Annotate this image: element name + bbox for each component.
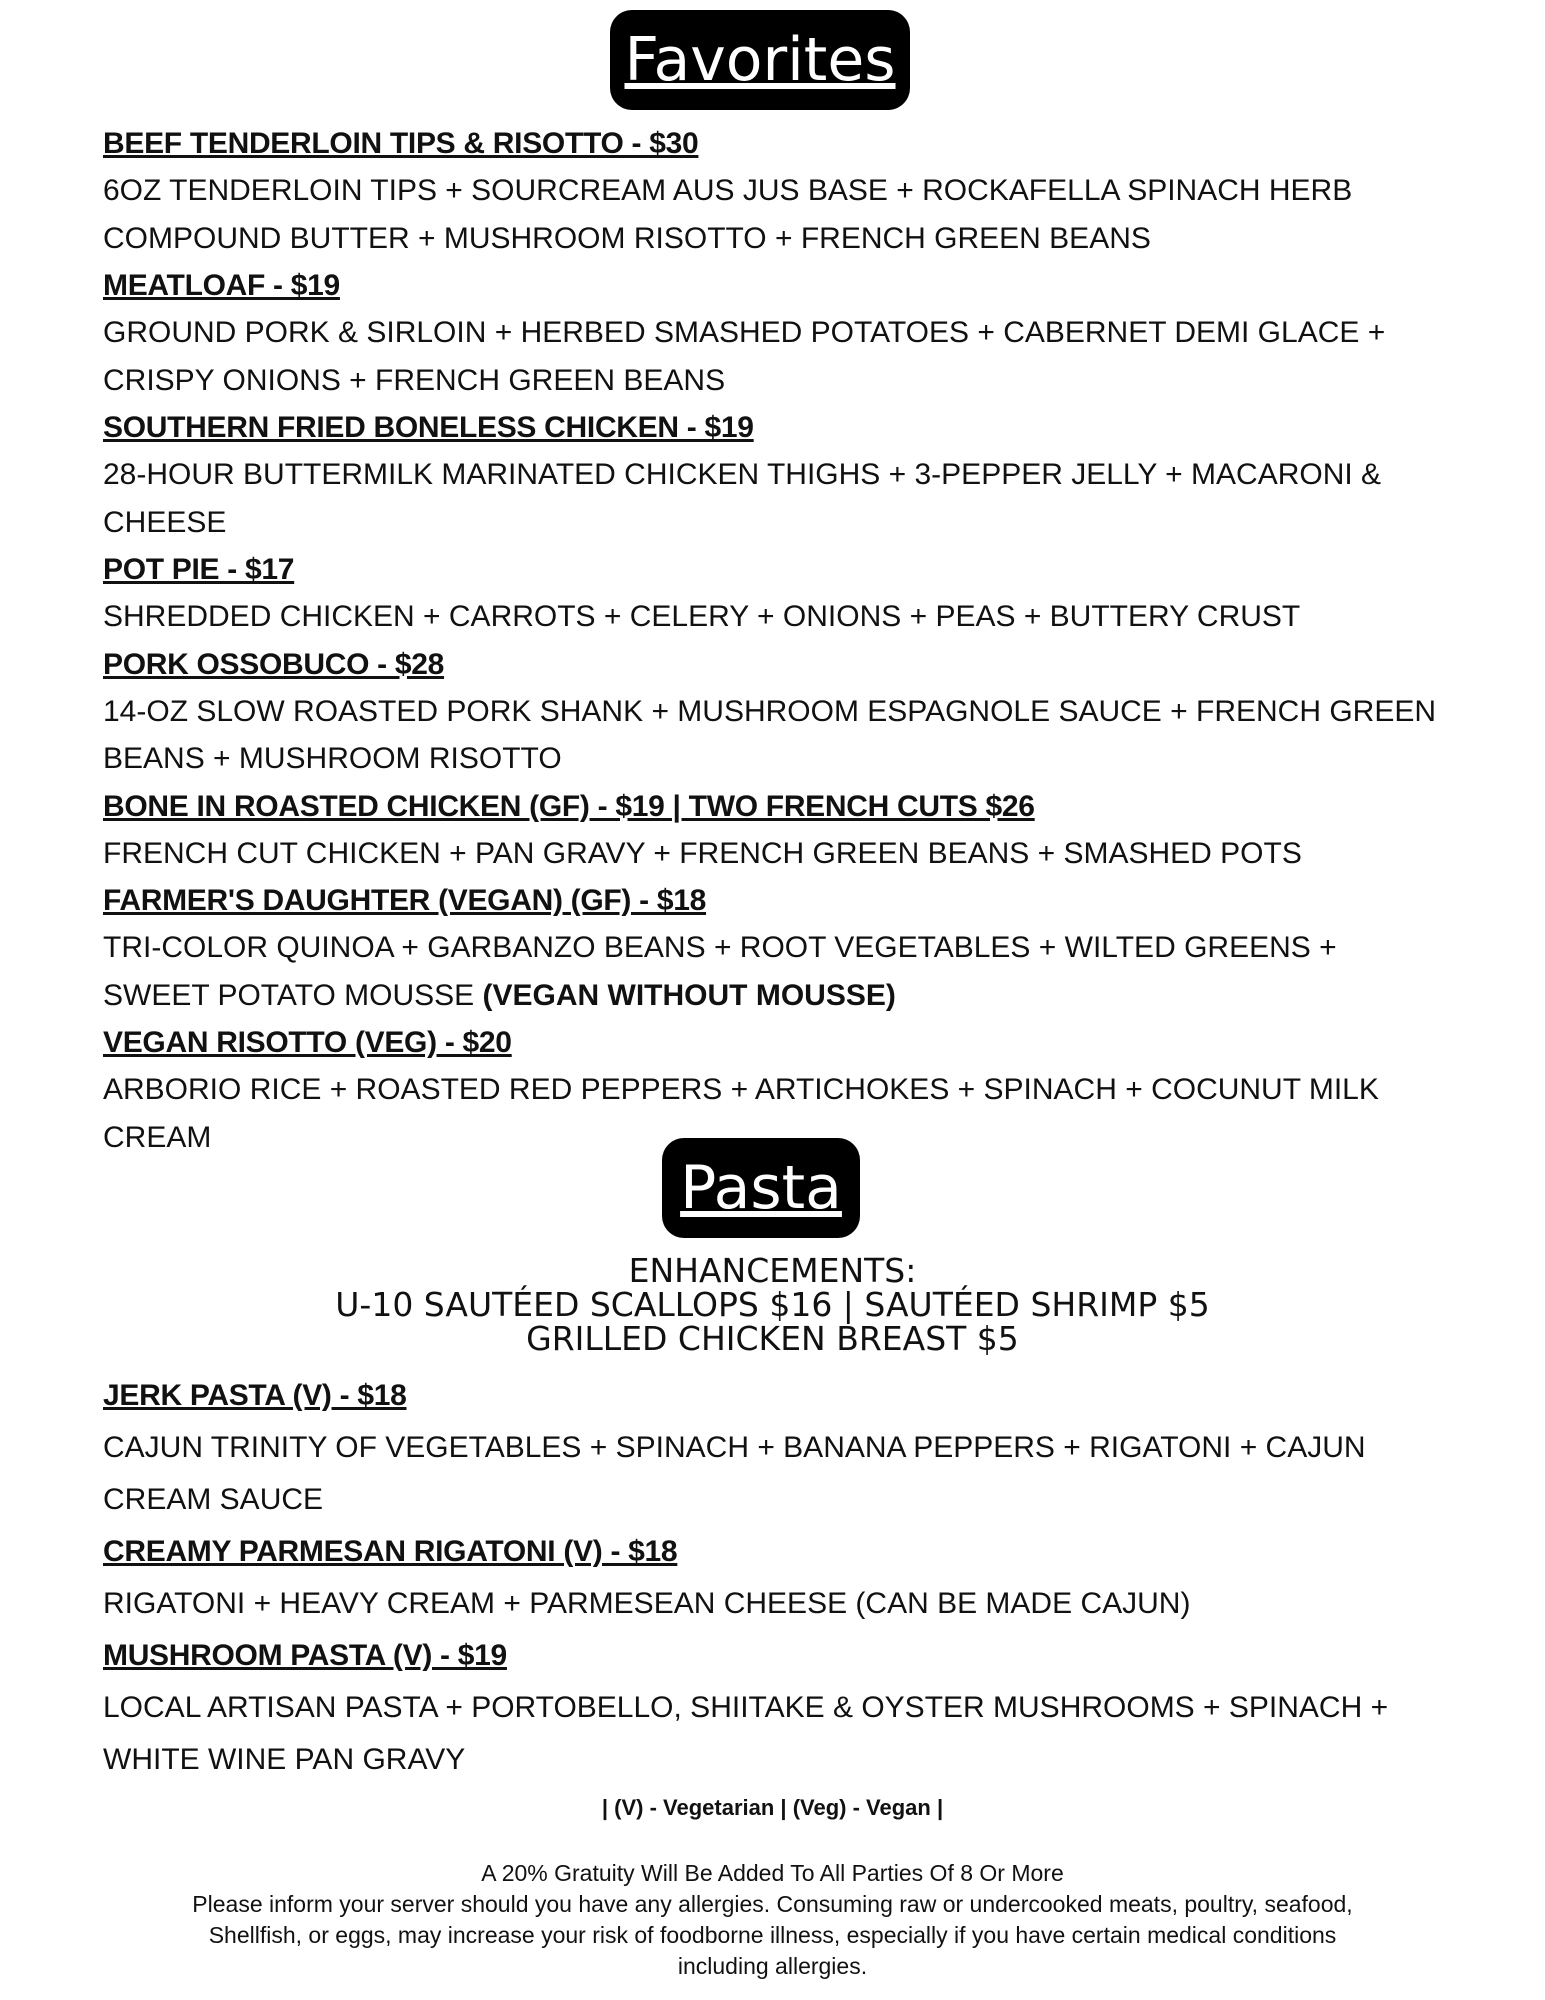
pasta-section [103, 1370, 1443, 1786]
item-title: MUSHROOM PASTA (V) - $19 [103, 1639, 507, 1672]
item-description: ARBORIO RICE + ROASTED RED PEPPERS + ARTICHOKES + SPINACH + COCUNUT MILK CREAM [103, 1073, 1379, 1154]
favorites-section [103, 120, 1443, 1161]
menu-item [103, 546, 1443, 641]
enhancements [0, 1251, 1545, 1358]
menu-item [103, 783, 1443, 878]
menu-item [103, 1630, 1443, 1786]
item-note: (VEGAN WITHOUT MOUSSE) [482, 978, 896, 1012]
item-description: 28-HOUR BUTTERMILK MARINATED CHICKEN THIGHS + 3-PEPPER JELLY + MACARONI & CHEESE [103, 458, 1382, 539]
item-description: SHREDDED CHICKEN + CARROTS + CELERY + ONIONS + PEAS + BUTTERY CRUST [103, 600, 1301, 633]
item-title: JERK PASTA (V) - $18 [103, 1379, 407, 1412]
allergy-notice: Please inform your server should you have any allergies. Consuming raw or undercooked meats, poultry, seafood, Shellfish, or eggs, may increase your risk of foodborne illness, especially if you have certain medical conditions including allergies. [192, 1891, 1353, 1979]
item-description: GROUND PORK & SIRLOIN + HERBED SMASHED POTATOES + CABERNET DEMI GLACE + CRISPY ONIONS + FRENCH GREEN BEANS [103, 316, 1386, 397]
item-title: BONE IN ROASTED CHICKEN (GF) - $19 | TWO FRENCH CUTS $26 [103, 789, 1035, 823]
item-title: POT PIE - $17 [103, 553, 295, 586]
item-title: FARMER'S DAUGHTER (VEGAN) (GF) - $18 [103, 884, 707, 917]
item-title: MEATLOAF - $19 [103, 269, 340, 302]
pasta-heading: Pasta [662, 1138, 860, 1238]
enhancements-line: U-10 SAUTÉED SCALLOPS $16 | SAUTÉED SHRIMP $5 [335, 1285, 1210, 1324]
menu-item [103, 877, 1443, 1019]
item-description: RIGATONI + HEAVY CREAM + PARMESEAN CHEESE (CAN BE MADE CAJUN) [103, 1587, 1191, 1620]
menu-item [103, 120, 1443, 262]
menu-item [103, 1370, 1443, 1526]
item-description: CAJUN TRINITY OF VEGETABLES + SPINACH + BANANA PEPPERS + RIGATONI + CAJUN CREAM SAUCE [103, 1431, 1366, 1516]
dietary-legend: | (V) - Vegetarian | (Veg) - Vegan | [601, 1795, 944, 1820]
item-title: SOUTHERN FRIED BONELESS CHICKEN - $19 [103, 411, 754, 444]
menu-item [103, 641, 1443, 783]
item-description: 6OZ TENDERLOIN TIPS + SOURCREAM AUS JUS BASE + ROCKAFELLA SPINACH HERB COMPOUND BUTTER + MUSHROOM RISOTTO + FRENCH GREEN BEANS [103, 174, 1353, 255]
item-description: FRENCH CUT CHICKEN + PAN GRAVY + FRENCH GREEN BEANS + SMASHED POTS [103, 836, 1302, 870]
item-title: CREAMY PARMESAN RIGATONI (V) - $18 [103, 1535, 678, 1568]
item-description: 14-OZ SLOW ROASTED PORK SHANK + MUSHROOM ESPAGNOLE SAUCE + FRENCH GREEN BEANS + MUSHROOM RISOTTO [103, 694, 1437, 775]
menu-item [103, 1526, 1443, 1630]
item-description [103, 924, 1443, 1019]
favorites-heading: Favorites [610, 10, 910, 110]
enhancements-line: GRILLED CHICKEN BREAST $5 [526, 1319, 1019, 1358]
enhancements-label: ENHANCEMENTS: [628, 1251, 917, 1290]
item-description: LOCAL ARTISAN PASTA + PORTOBELLO, SHIITAKE & OYSTER MUSHROOMS + SPINACH + WHITE WINE PAN GRAVY [103, 1691, 1389, 1776]
item-title: PORK OSSOBUCO - $28 [103, 647, 445, 681]
item-title: BEEF TENDERLOIN TIPS & RISOTTO - $30 [103, 127, 699, 160]
item-description-text: TRI-COLOR QUINOA + GARBANZO BEANS + ROOT VEGETABLES + WILTED GREENS + SWEET POTATO MOUSSE [103, 931, 1337, 1012]
gratuity-notice: A 20% Gratuity Will Be Added To All Parties Of 8 Or More [481, 1860, 1064, 1886]
item-title: VEGAN RISOTTO (VEG) - $20 [103, 1026, 512, 1059]
footer [190, 1858, 1355, 1982]
menu-item [103, 262, 1443, 404]
menu-item [103, 404, 1443, 546]
